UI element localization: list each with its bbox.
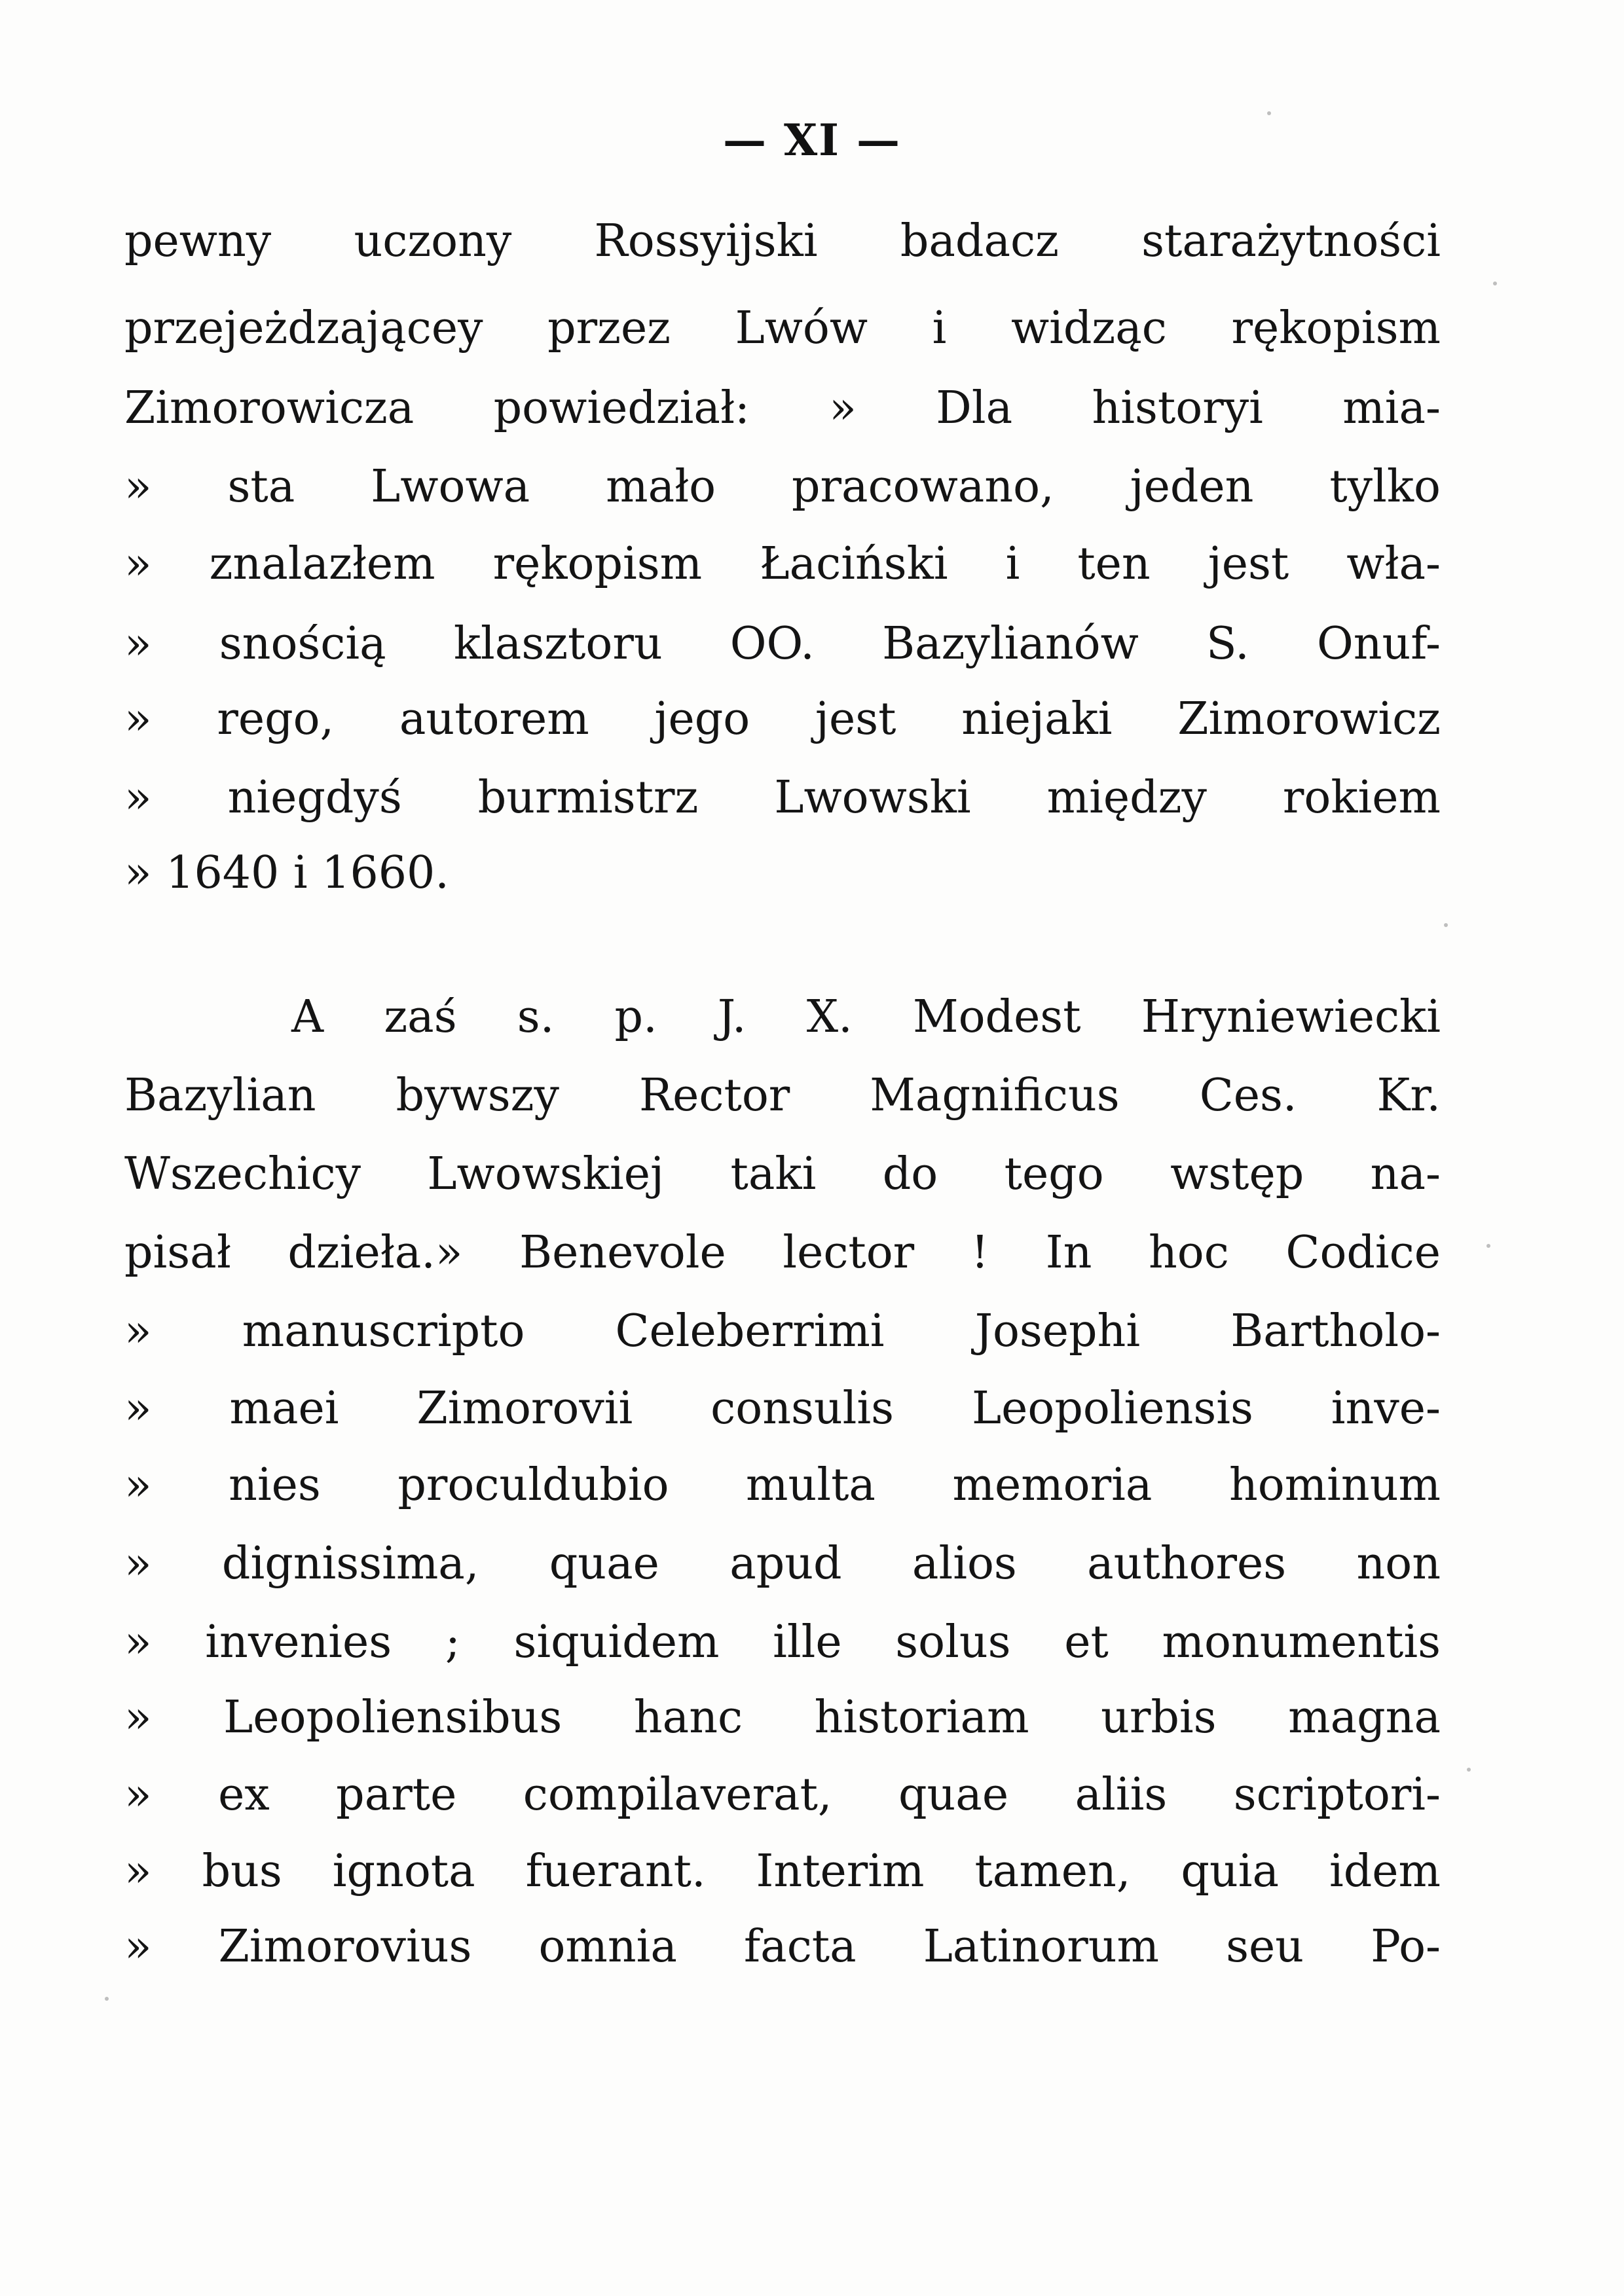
text-line: » Zimorovius omnia facta Latinorum seu Po- <box>124 1921 1441 1973</box>
text-line: » niegdyś burmistrz Lwowski między rokiem <box>124 772 1441 824</box>
text-line: pisał dzieła.» Benevole lector ! In hoc Codice <box>124 1227 1441 1279</box>
text-line: » maei Zimorovii consulis Leopoliensis inve- <box>124 1383 1441 1434</box>
text-line: przejeżdzającey przez Lwów i widząc rękopism <box>124 302 1441 354</box>
ink-speck <box>105 1997 109 2001</box>
ink-speck <box>1467 1768 1471 1772</box>
ink-speck <box>1486 1244 1490 1248</box>
ink-speck <box>1444 923 1448 927</box>
text-line: » Leopoliensibus hanc historiam urbis magna <box>124 1692 1441 1743</box>
text-line: » sta Lwowa mało pracowano, jeden tylko <box>124 461 1441 513</box>
text-line: » bus ignota fuerant. Interim tamen, quia idem <box>124 1846 1441 1897</box>
text-line: » snością klasztoru OO. Bazylianów S. Onuf- <box>124 618 1441 670</box>
text-line: » manuscripto Celeberrimi Josephi Bartholo- <box>124 1305 1441 1357</box>
ink-speck <box>1493 282 1497 285</box>
text-line: » dignissima, quae apud alios authores non <box>124 1538 1441 1590</box>
text-line: A zaś s. p. J. X. Modest Hryniewiecki <box>291 991 1441 1043</box>
text-line: » ex parte compilaverat, quae aliis scriptori- <box>124 1769 1441 1821</box>
text-line: » 1640 i 1660. <box>124 847 449 899</box>
text-line: » nies proculdubio multa memoria hominum <box>124 1459 1441 1511</box>
text-line: Zimorowicza powiedział: » Dla historyi mia- <box>124 382 1441 434</box>
text-line: pewny uczony Rossyijski badacz starażytności <box>124 215 1441 267</box>
text-line: » invenies ; siquidem ille solus et monumentis <box>124 1616 1441 1668</box>
page-header: — XI — <box>722 115 902 166</box>
text-line: » rego, autorem jego jest niejaki Zimorowicz <box>124 693 1441 745</box>
ink-speck <box>1267 111 1271 115</box>
text-line: » znalazłem rękopism Łaciński i ten jest wła- <box>124 538 1441 590</box>
text-line: Bazylian bywszy Rector Magnificus Ces. Kr. <box>124 1070 1441 1121</box>
text-line: Wszechicy Lwowskiej taki do tego wstęp na- <box>124 1148 1441 1200</box>
